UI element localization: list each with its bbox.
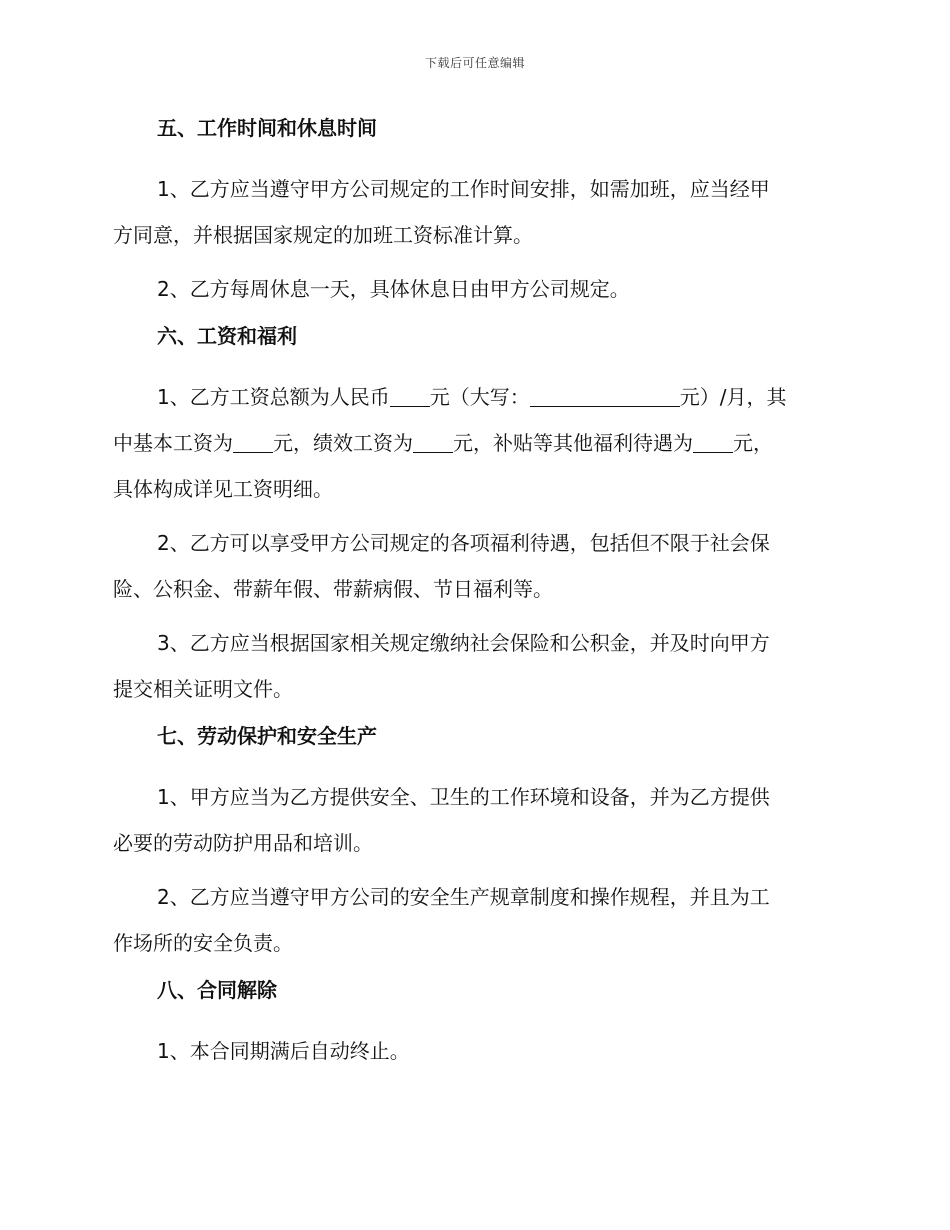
paragraph-salary-1 xyxy=(113,374,835,512)
blank-amount-in-words xyxy=(530,386,680,407)
text-line: 3、乙方应当根据国家相关规定缴纳社会保险和公积金，并及时向甲方 xyxy=(157,631,770,655)
text-line: 2、乙方每周休息一天，具体休息日由甲方公司规定。 xyxy=(157,277,630,301)
text-line: 提交相关证明文件。 xyxy=(113,677,293,701)
paragraph-labor-protection-1 xyxy=(113,774,835,866)
section-heading-labor-protection: 七、劳动保护和安全生产 xyxy=(157,724,377,748)
paragraph-salary-3 xyxy=(113,620,835,712)
text-line: 具体构成详见工资明细。 xyxy=(113,477,333,501)
section-heading-work-hours: 五、工作时间和休息时间 xyxy=(157,116,377,140)
section-heading-salary: 六、工资和福利 xyxy=(157,324,297,348)
text-line: 险、公积金、带薪年假、带薪病假、节日福利等。 xyxy=(113,577,553,601)
section-heading-termination: 八、合同解除 xyxy=(157,978,277,1002)
paragraph-work-hours-2 xyxy=(113,266,835,312)
text-line: 2、乙方可以享受甲方公司规定的各项福利待遇，包括但不限于社会保 xyxy=(157,531,770,555)
paragraph-work-hours-1 xyxy=(113,166,835,258)
text-line: 方同意，并根据国家规定的加班工资标准计算。 xyxy=(113,223,533,247)
text-fragment: 中基本工资为 xyxy=(113,431,233,455)
blank-total-amount xyxy=(390,386,430,407)
blank-other-benefits xyxy=(693,432,733,453)
text-fragment: 元）/月，其 xyxy=(679,385,787,409)
page-header-note: 下载后可任意编辑 xyxy=(424,56,525,70)
text-fragment: 元，补贴等其他福利待遇为 xyxy=(453,431,693,455)
text-line: 2、乙方应当遵守甲方公司的安全生产规章制度和操作规程，并且为工 xyxy=(157,885,770,909)
text-fragment: 1、乙方工资总额为人民币 xyxy=(157,385,390,409)
text-fragment: 元，绩效工资为 xyxy=(273,431,413,455)
text-fragment: 元（大写： xyxy=(429,385,530,409)
paragraph-salary-2 xyxy=(113,520,835,612)
text-fragment: 元， xyxy=(733,431,773,455)
paragraph-termination-1 xyxy=(113,1028,835,1074)
blank-base-salary xyxy=(233,432,273,453)
paragraph-labor-protection-2 xyxy=(113,874,835,966)
text-line: 1、乙方应当遵守甲方公司规定的工作时间安排，如需加班，应当经甲 xyxy=(157,177,770,201)
document-body xyxy=(113,112,835,1082)
text-line xyxy=(113,420,835,466)
text-line xyxy=(113,374,835,420)
text-line: 1、甲方应当为乙方提供安全、卫生的工作环境和设备，并为乙方提供 xyxy=(157,785,770,809)
text-line: 作场所的安全负责。 xyxy=(113,931,293,955)
text-line: 必要的劳动防护用品和培训。 xyxy=(113,831,373,855)
text-line: 1、本合同期满后自动终止。 xyxy=(157,1039,410,1063)
blank-performance-salary xyxy=(413,432,453,453)
